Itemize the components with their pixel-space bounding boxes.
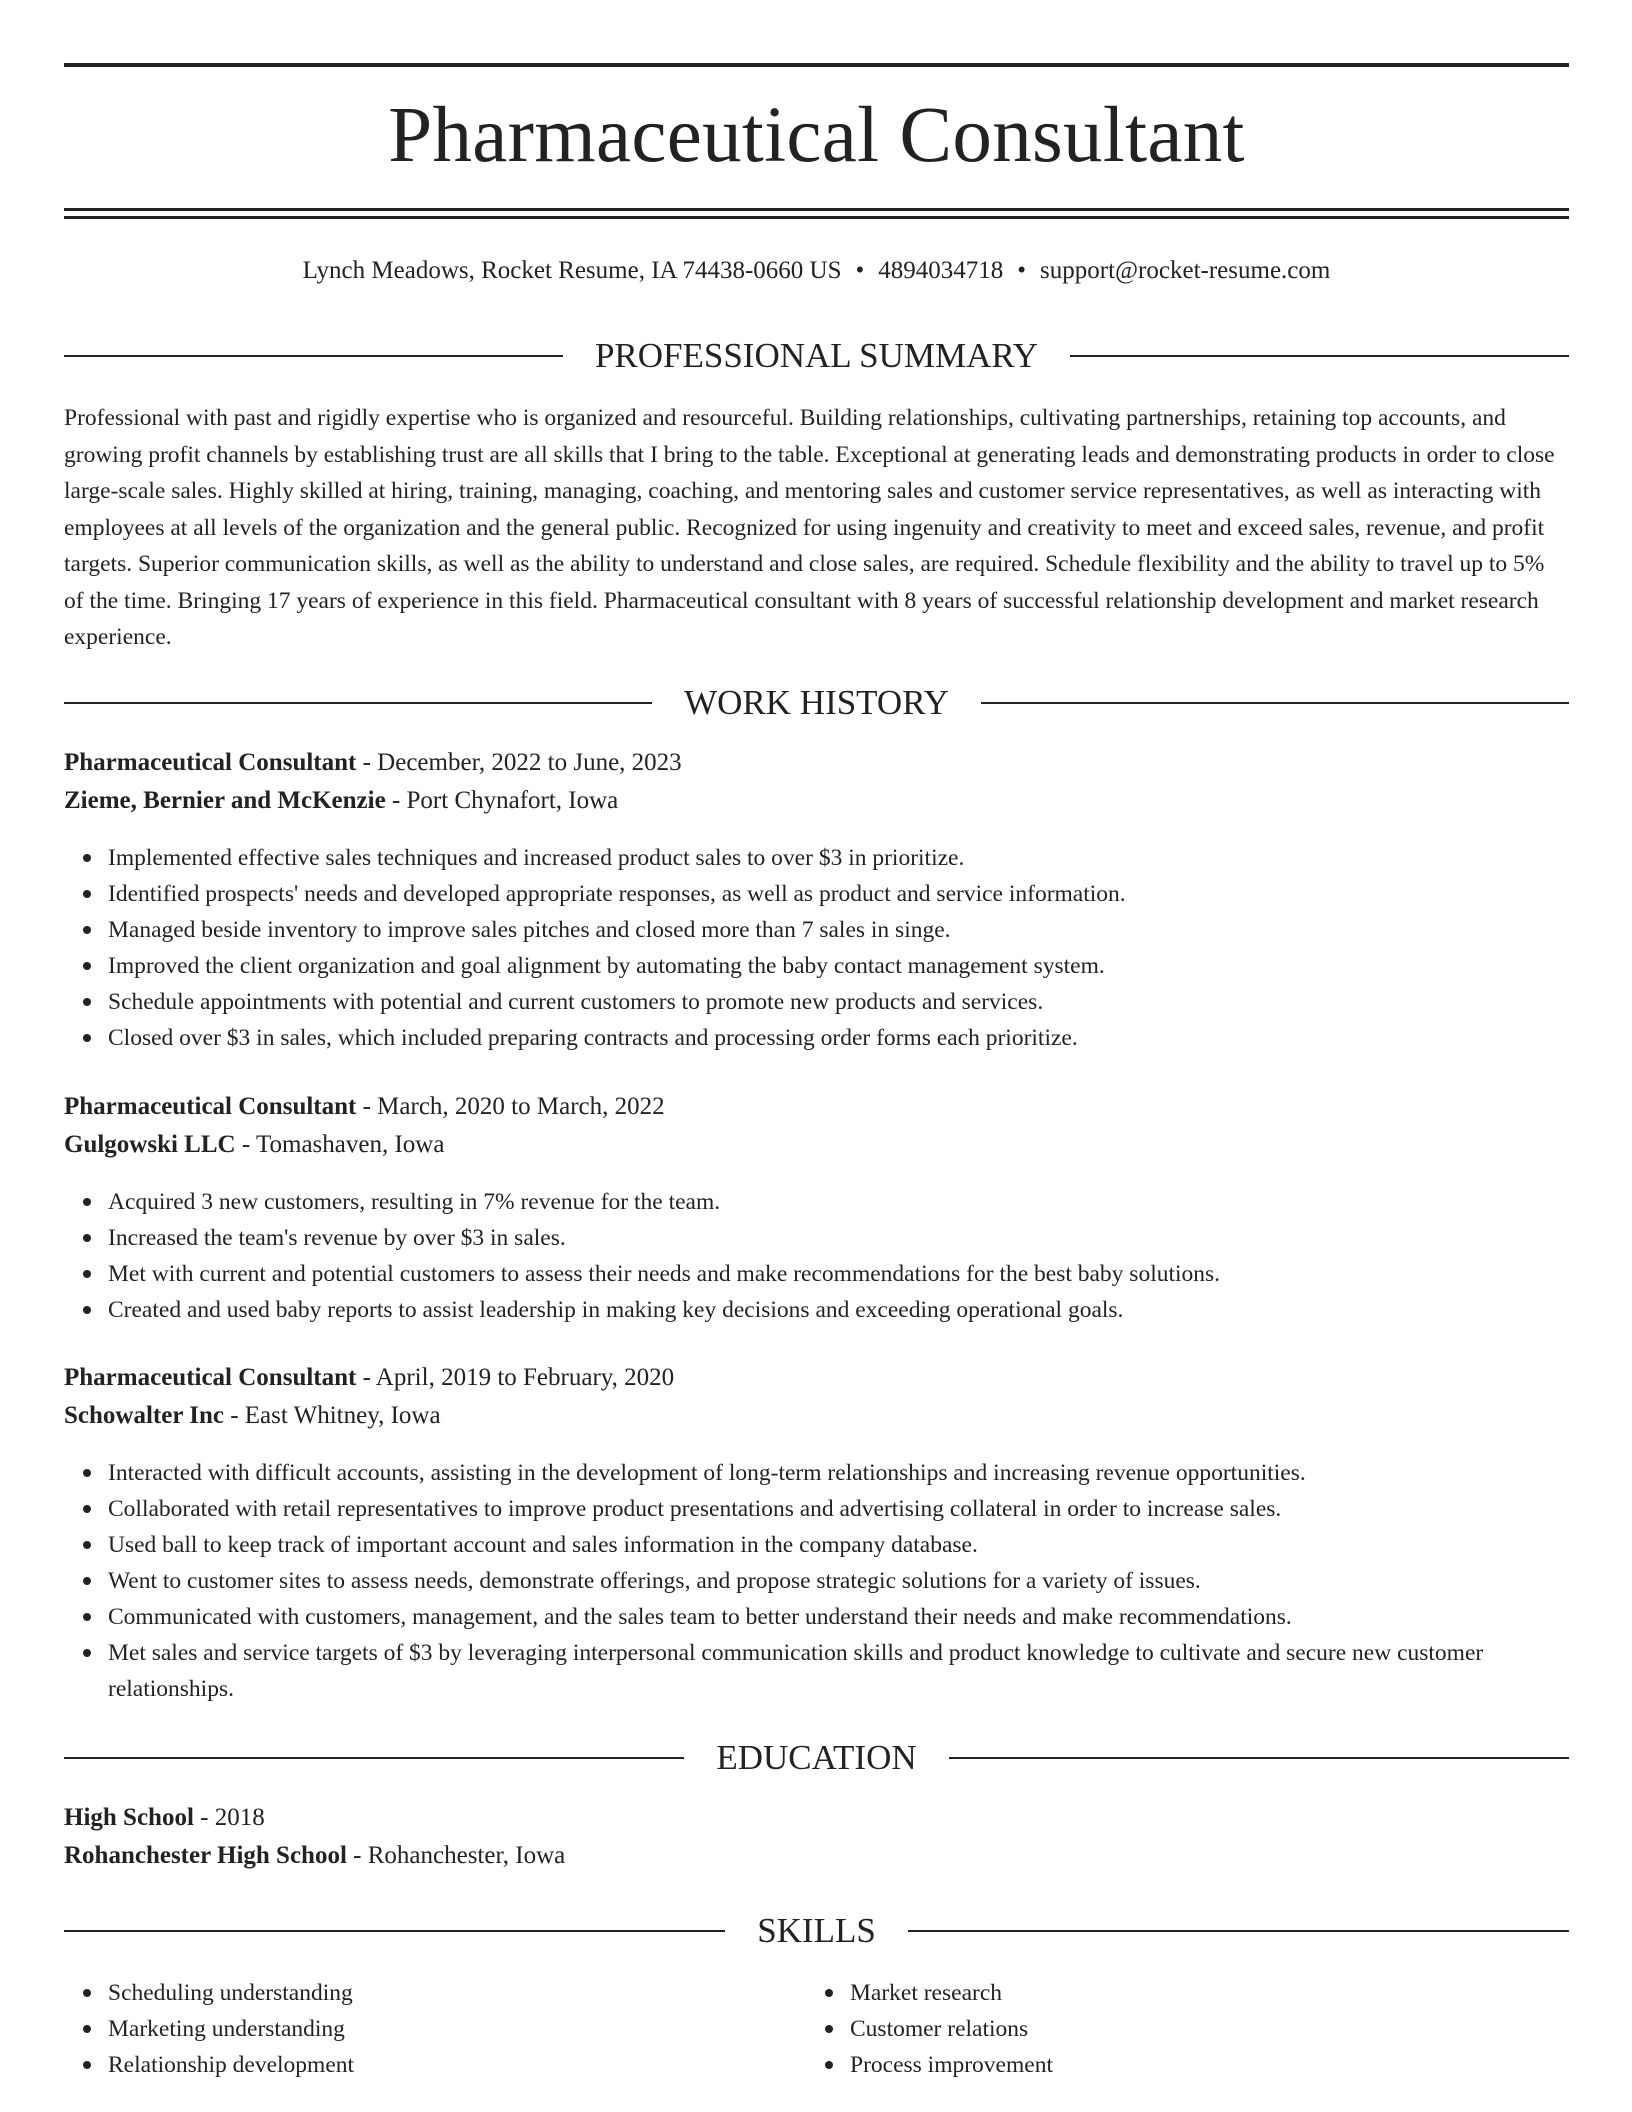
divider [981,702,1569,704]
list-item: Implemented effective sales techniques and increased product sales to over $3 in prioritize. [108,840,1613,876]
job-company-line [64,784,1569,818]
job-company: Zieme, Bernier and McKenzie [64,787,386,814]
job-dates: - March, 2020 to March, 2022 [356,1093,665,1120]
education-school-line [64,1839,1569,1873]
list-item: Created and used baby reports to assist leadership in making key decisions and exceeding operational goals. [108,1292,1613,1328]
skill-item: Scheduling understanding [108,1975,1613,2011]
job-location: - East Whitney, Iowa [223,1402,441,1429]
section-title: SKILLS [757,1911,876,1950]
divider [949,1757,1569,1759]
education-section-header [64,1736,1569,1780]
section-title: PROFESSIONAL SUMMARY [594,336,1039,375]
job-dates: - December, 2022 to June, 2023 [356,749,682,776]
work-section-header [64,681,1569,725]
contact-address: Lynch Meadows, Rocket Resume, IA 74438-0660 US [302,257,842,284]
skill-item: Relationship development [108,2047,1613,2083]
contact-line [64,254,1569,288]
skill-item: Market research [850,1975,1632,2011]
job-bullets [64,840,1613,1056]
job-company-line [64,1399,1569,1433]
job-company-line [64,1128,1569,1162]
contact-separator: • [855,257,865,284]
skill-item: Customer relations [850,2011,1632,2047]
job-bullets [64,1455,1613,1707]
skills-list-right [806,1975,1632,2083]
divider [1070,355,1569,357]
job-title-line [64,746,1569,780]
skills-section-header [64,1909,1569,1953]
job-company: Schowalter Inc [64,1402,224,1429]
summary-section-header [64,334,1569,378]
job-role: Pharmaceutical Consultant [64,1364,357,1391]
skill-item: Marketing understanding [108,2011,1613,2047]
education-degree: High School [64,1804,194,1831]
education-location: - Rohanchester, Iowa [346,1842,566,1869]
job-role: Pharmaceutical Consultant [64,749,357,776]
divider [64,1930,725,1932]
list-item: Went to customer sites to assess needs, demonstrate offerings, and propose strategic solutions for a variety of issues. [108,1563,1613,1599]
job-location: - Tomashaven, Iowa [235,1131,445,1158]
job-dates: - April, 2019 to February, 2020 [356,1364,675,1391]
divider [64,1757,684,1759]
title-double-rule-upper [64,208,1569,211]
list-item: Met with current and potential customers to assess their needs and make recommendations for the best baby solutions. [108,1256,1613,1292]
list-item: Interacted with difficult accounts, assisting in the development of long-term relationships and increasing revenue opportunities. [108,1455,1613,1491]
list-item: Improved the client organization and goal alignment by automating the baby contact management system. [108,948,1613,984]
divider [64,355,563,357]
skill-item: Process improvement [850,2047,1632,2083]
job-bullets [64,1184,1613,1328]
list-item: Met sales and service targets of $3 by leveraging interpersonal communication skills and product knowledge to cultivate and secure new customer relationships. [108,1635,1613,1707]
list-item: Used ball to keep track of important account and sales information in the company database. [108,1527,1613,1563]
title-double-rule-lower [64,216,1569,219]
list-item: Communicated with customers, management, and the sales team to better understand their needs and make recommendations. [108,1599,1613,1635]
top-rule [64,63,1569,67]
education-school: Rohanchester High School [64,1842,347,1869]
list-item: Increased the team's revenue by over $3 in sales. [108,1220,1613,1256]
contact-phone: 4894034718 [878,257,1004,284]
resume-title: Pharmaceutical Consultant [388,92,1245,179]
summary-text: Professional with past and rigidly expertise who is organized and resourceful. Building relationships, cultivating partnerships, retaining top accounts, and growing profit channels by establishing trust are all skills that I bring to the table. Exceptional at generating leads and demonstrating products in order to close large-scale sales. Highly skilled at hiring, training, managing, coaching, and mentoring sales and customer service representatives, as well as interacting with employees at all levels of the organization and the general public. Recognized for using ingenuity and creativity to meet and exceed sales, revenue, and profit targets. Superior communication skills, as well as the ability to understand and close sales, are required. Schedule flexibility and the ability to travel up to 5% of the time. Bringing 17 years of experience in this field. Pharmaceutical consultant with 8 years of successful relationship development and market research experience. [64,405,1555,650]
education-degree-line [64,1801,1569,1835]
contact-separator: • [1017,257,1027,284]
list-item: Acquired 3 new customers, resulting in 7% revenue for the team. [108,1184,1613,1220]
job-title-line [64,1361,1569,1395]
section-title: WORK HISTORY [684,683,949,722]
job-role: Pharmaceutical Consultant [64,1093,357,1120]
divider [908,1930,1569,1932]
list-item: Identified prospects' needs and developed appropriate responses, as well as product and service information. [108,876,1613,912]
divider [64,702,652,704]
job-company: Gulgowski LLC [64,1131,236,1158]
list-item: Collaborated with retail representatives to improve product presentations and advertising collateral in order to increase sales. [108,1491,1613,1527]
section-title: EDUCATION [716,1738,917,1777]
list-item: Closed over $3 in sales, which included preparing contracts and processing order forms each prioritize. [108,1020,1613,1056]
list-item: Managed beside inventory to improve sales pitches and closed more than 7 sales in singe. [108,912,1613,948]
job-location: - Port Chynafort, Iowa [385,787,619,814]
list-item: Schedule appointments with potential and current customers to promote new products and services. [108,984,1613,1020]
education-year: - 2018 [193,1804,265,1831]
contact-email: support@rocket-resume.com [1040,257,1331,284]
job-title-line [64,1090,1569,1124]
